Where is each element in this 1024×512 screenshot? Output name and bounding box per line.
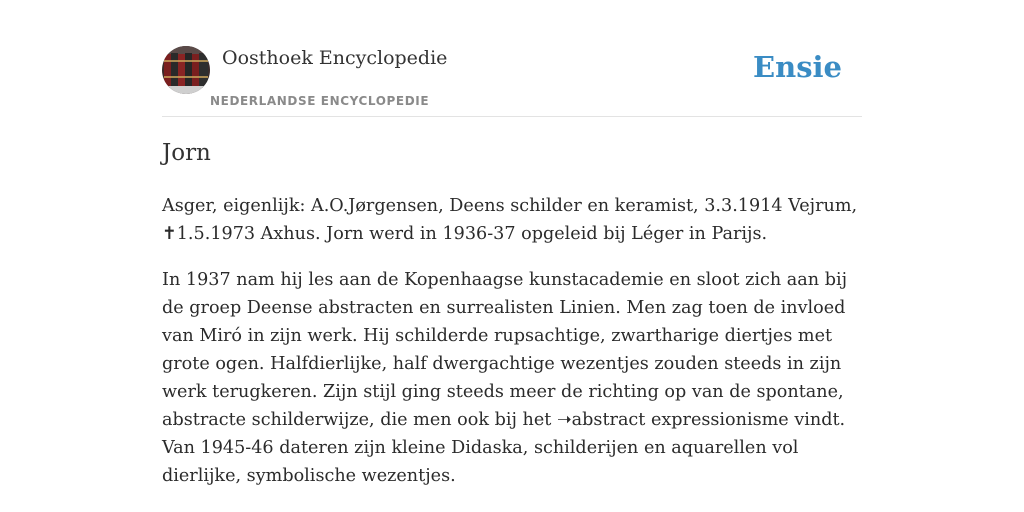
paragraph-text: vindt. Van 1945-46 dateren zijn kleine Didaska, schilderijen en aquarellen vol dierlijke, symbolische wezentjes. bbox=[162, 410, 846, 486]
article-body bbox=[162, 192, 868, 508]
article-paragraph bbox=[162, 266, 868, 490]
abstract-expressionisme-link[interactable]: ➝abstract expressionisme bbox=[556, 410, 789, 430]
site-subtitle: NEDERLANDSE ENCYCLOPEDIE bbox=[210, 94, 430, 108]
article-paragraph bbox=[162, 192, 868, 248]
site-title-link[interactable]: Oosthoek Encyclopedie bbox=[222, 47, 448, 69]
encyclopedia-books-avatar[interactable] bbox=[162, 46, 210, 94]
ensie-logo-link[interactable]: Ensie bbox=[753, 50, 842, 84]
paragraph-text: In 1937 nam hij les aan de Kopenhaagse kunstacademie en sloot zich aan bij de groep Deense abstracten en surrealisten Linien. Men zag toen de invloed van Miró in zijn werk. Hij schilderde rupsachtige, zwartharige diertjes met grote ogen. Halfdierlijke, half dwergachtige wezentjes zouden steeds in zijn werk terugkeren. Zijn stijl ging steeds meer de richting op van de spontane, abstracte schilderwijze, die men ook bij het bbox=[162, 270, 848, 430]
site-header bbox=[162, 46, 862, 117]
books-image bbox=[162, 46, 210, 94]
paragraph-text: Asger, eigenlijk: A.O.Jørgensen, Deens schilder en keramist, 3.3.1914 Vejrum, bbox=[162, 196, 858, 216]
paragraph-text: ✝1.5.1973 Axhus. Jorn werd in 1936-37 opgeleid bij Léger in Parijs. bbox=[162, 224, 768, 244]
article-title: Jorn bbox=[162, 140, 211, 166]
